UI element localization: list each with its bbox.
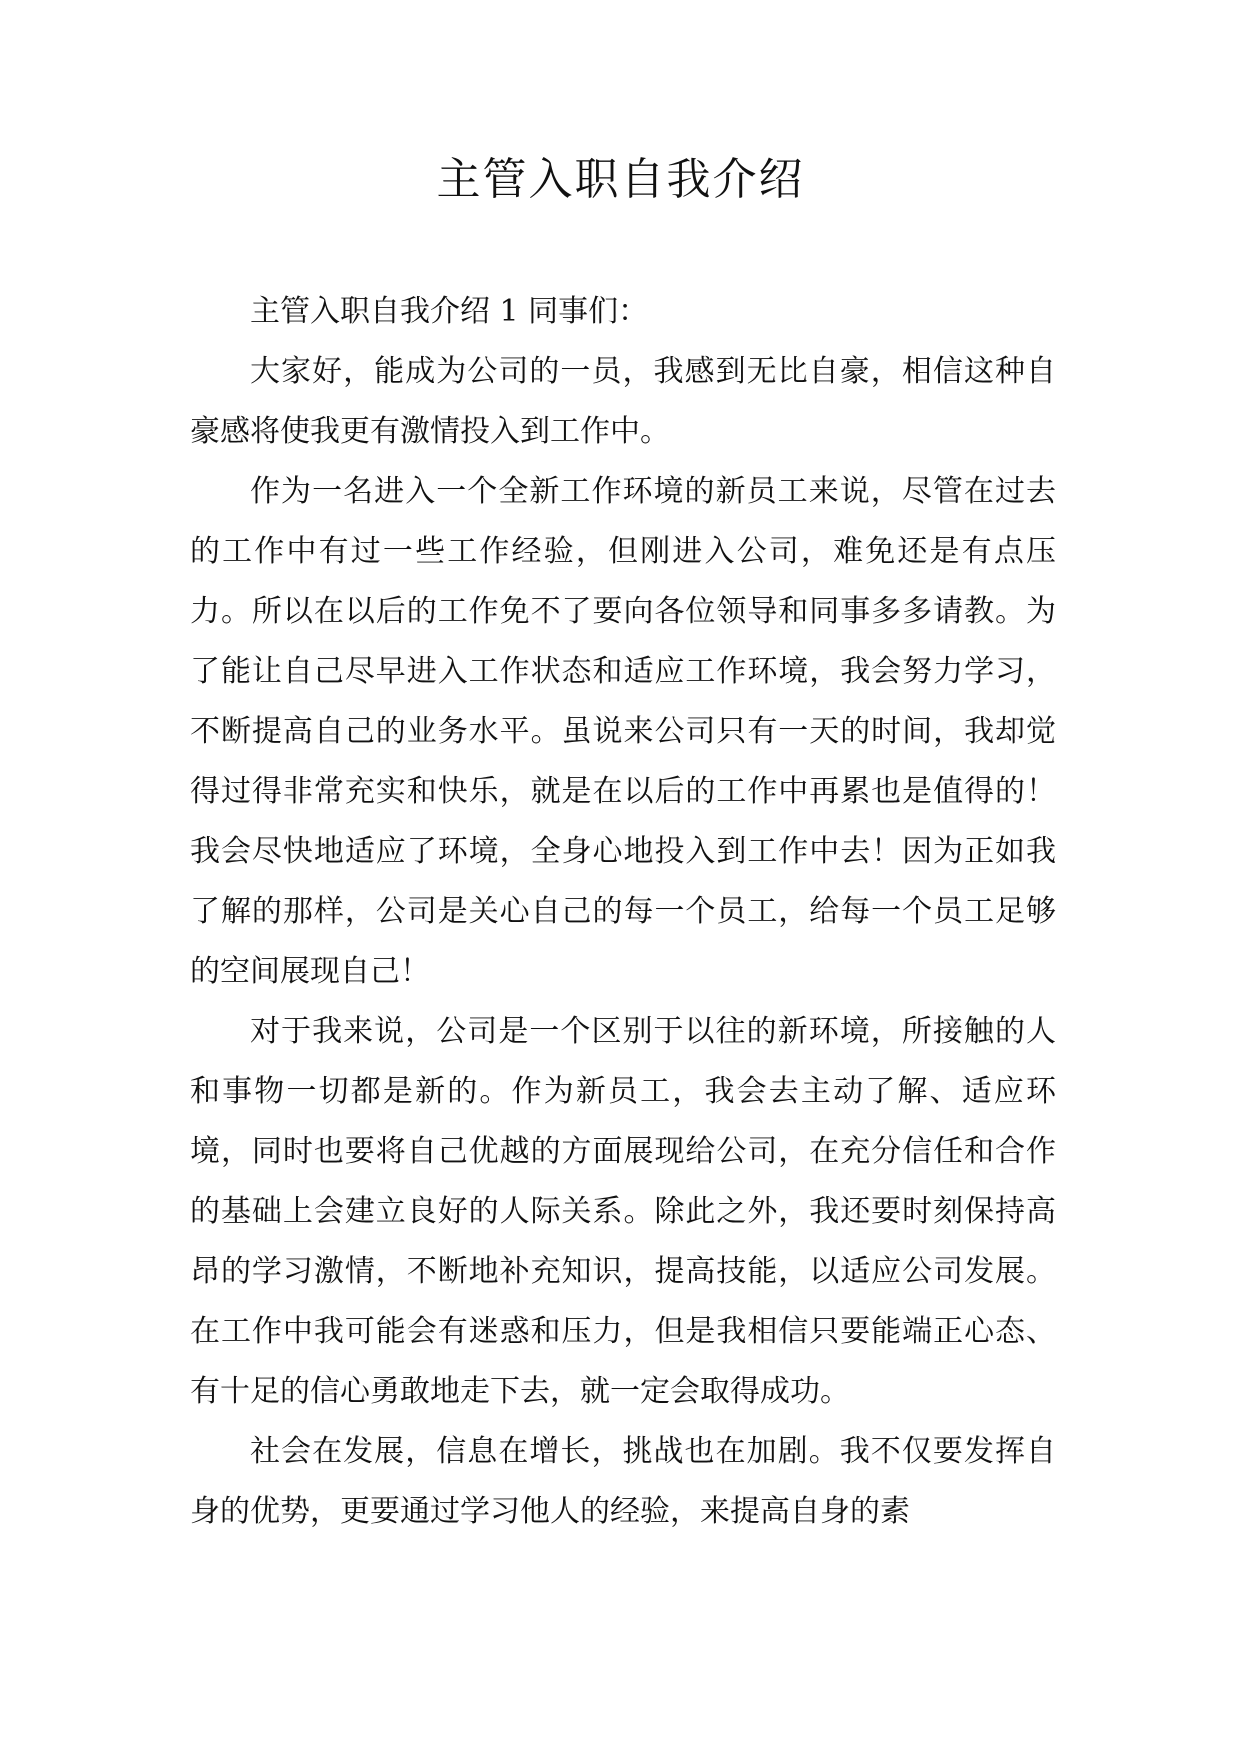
paragraph-intro: 大家好，能成为公司的一员，我感到无比自豪，相信这种自豪感将使我更有激情投入到工作中。 (190, 354, 1056, 449)
paragraph-new-employee: 作为一名进入一个全新工作环境的新员工来说，尽管在过去的工作中有过一些工作经验，但刚进入公司，难免还是有点压力。所以在以后的工作免不了要向各位领导和同事多多请教。为了能让自己尽早进入工作状态和适应工作环境，我会努力学习，不断提高自己的业务水平。虽说来公司只有一天的时间，我却觉得过得非常充实和快乐，就是在以后的工作中再累也是值得的！我会尽快地适应了环境，全身心地投入到工作中去！因为正如我了解的那样，公司是关心自己的每一个员工，给每一个员工足够的空间展现自己！ (190, 474, 1056, 989)
paragraph-new-environment: 对于我来说，公司是一个区别于以往的新环境，所接触的人和事物一切都是新的。作为新员工，我会去主动了解、适应环境，同时也要将自己优越的方面展现给公司，在充分信任和合作的基础上会建立良好的人际关系。除此之外，我还要时刻保持高昂的学习激情，不断地补充知识，提高技能，以适应公司发展。在工作中我可能会有迷惑和压力，但是我相信只要能端正心态、有十足的信心勇敢地走下去，就一定会取得成功。 (190, 1014, 1056, 1409)
paragraph-society: 社会在发展，信息在增长，挑战也在加剧。我不仅要发挥自身的优势，更要通过学习他人的经验，来提高自身的素 (190, 1434, 1056, 1529)
document-body (190, 282, 1056, 1542)
paragraph-greeting: 主管入职自我介绍 1 同事们： (250, 294, 649, 329)
document-title: 主管入职自我介绍 (436, 154, 805, 205)
